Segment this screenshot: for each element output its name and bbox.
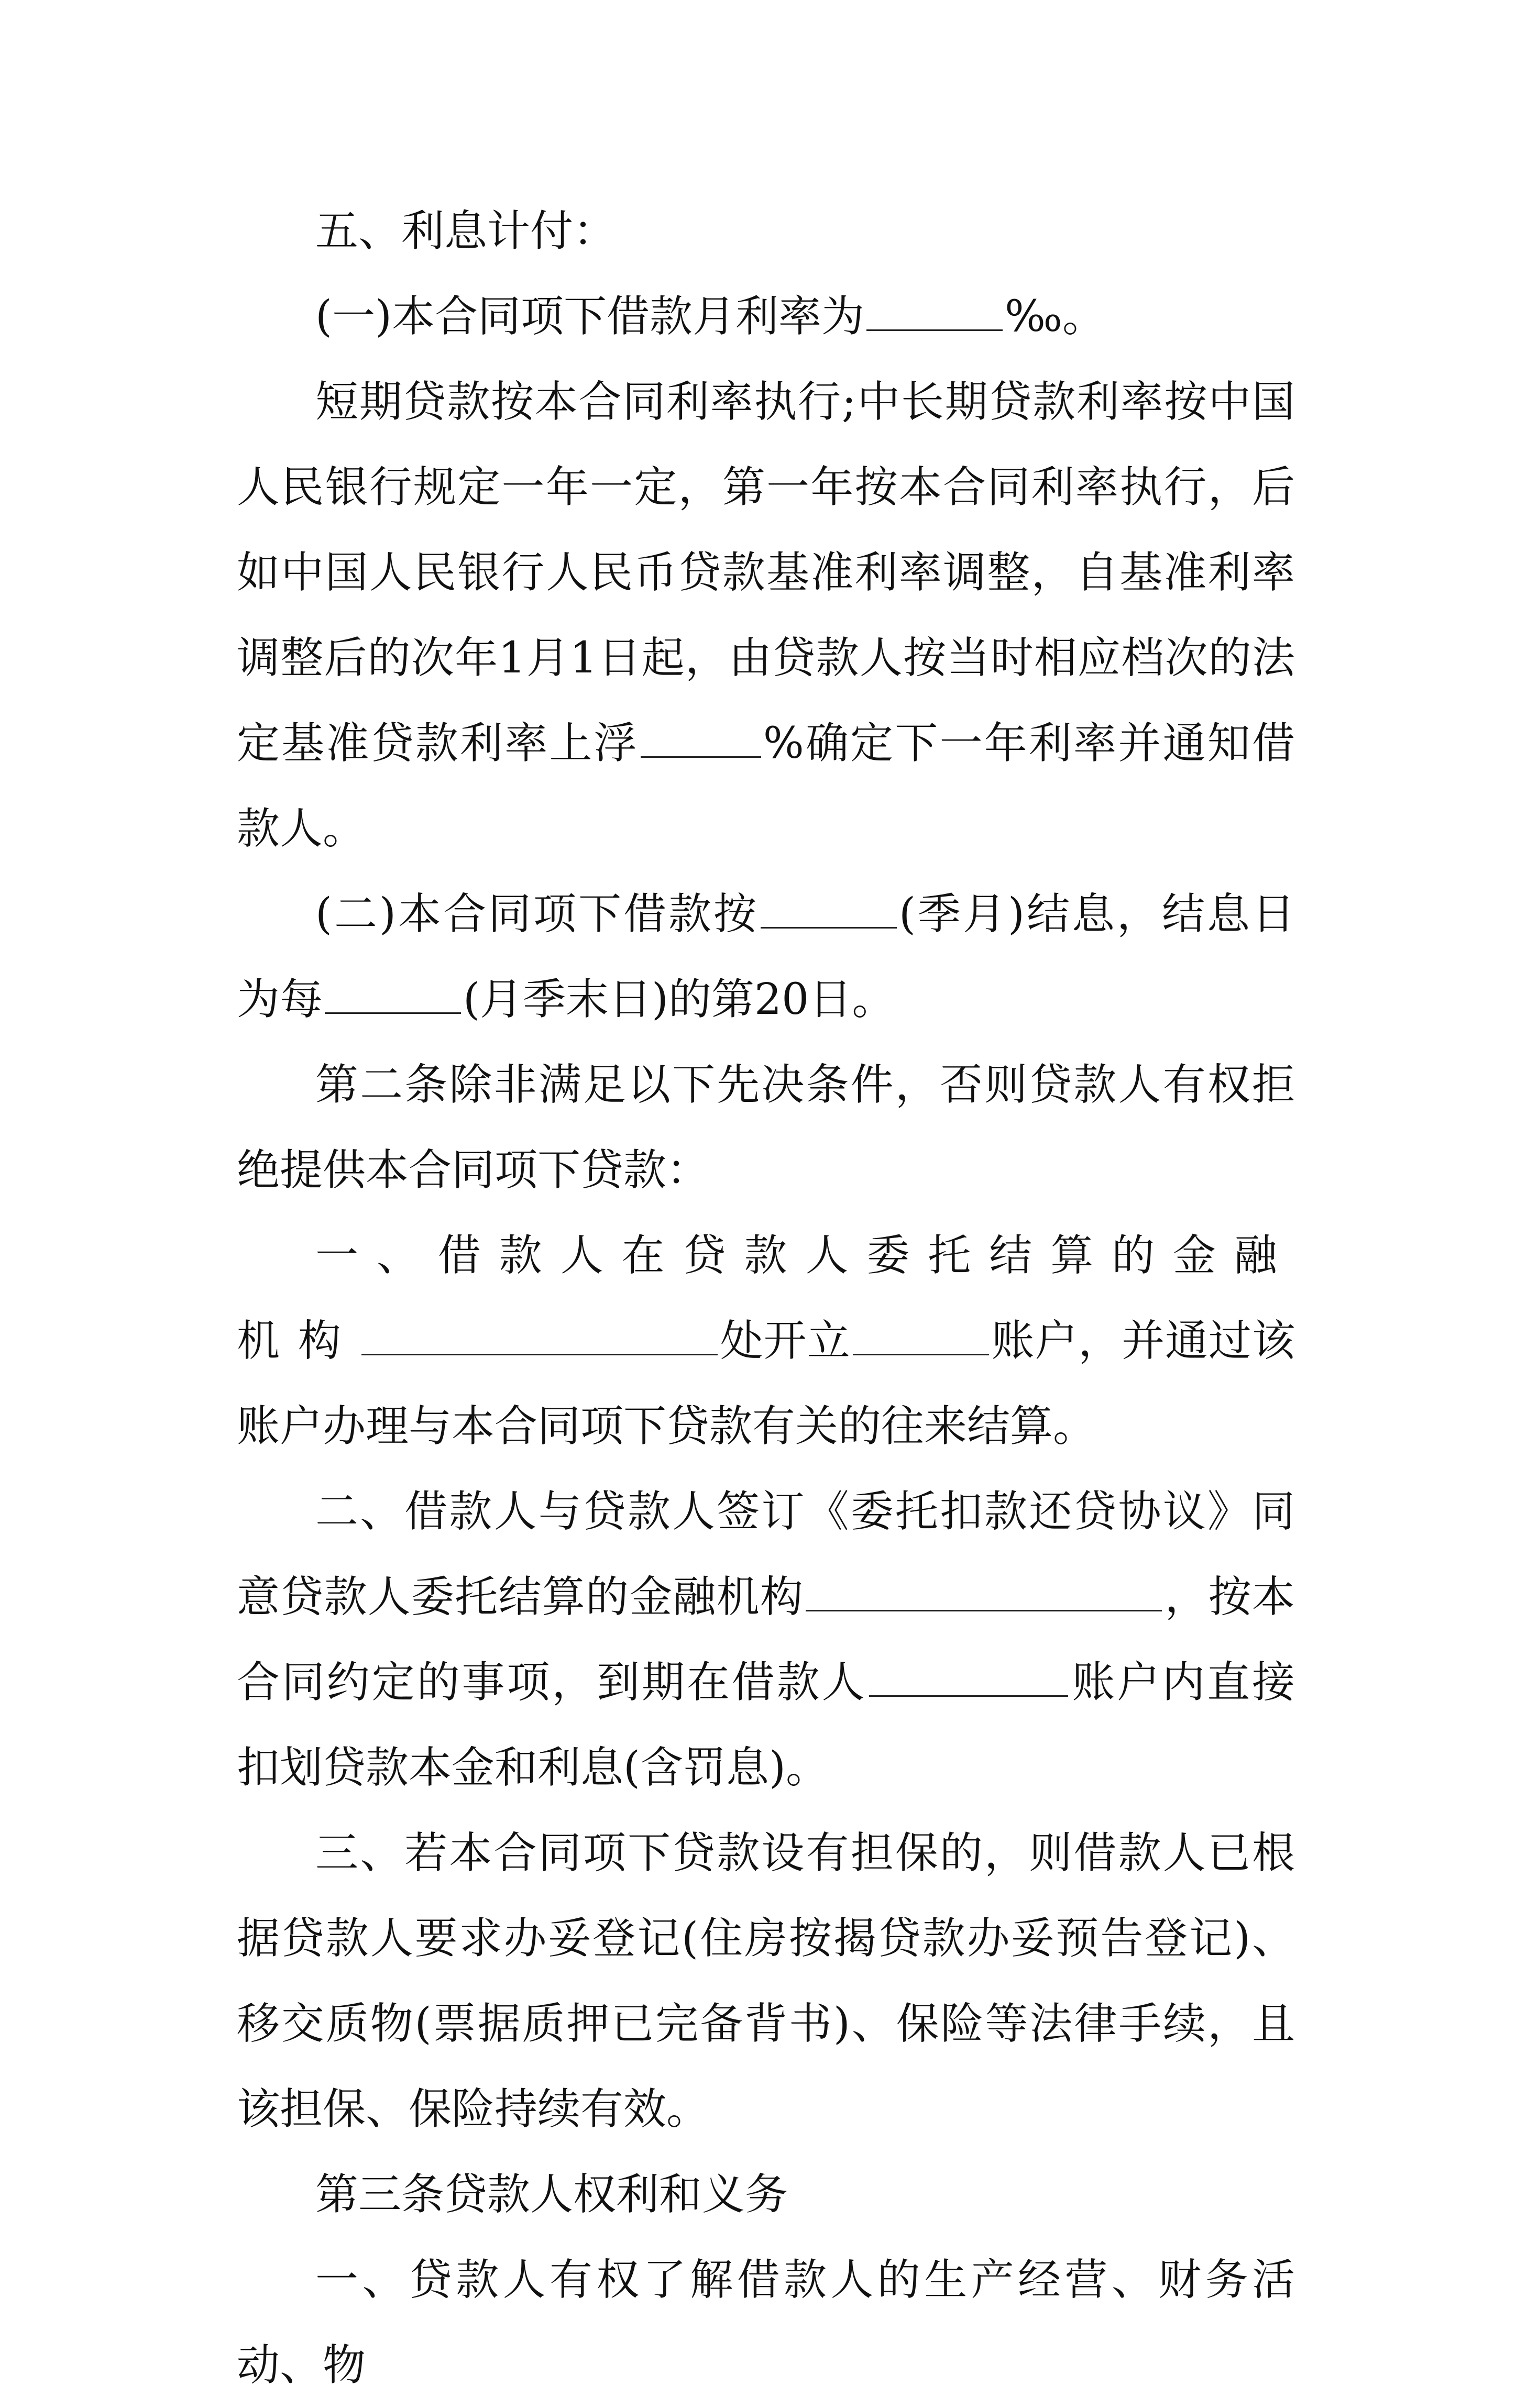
paragraph-condition-3: 三、若本合同项下贷款设有担保的，则借款人已根据贷款人要求办妥登记(住房按揭贷款办妥预告登记)、移交质物(票据质押已完备背书)、保险等法律手续，且该担保、保险持续有效。 — [237, 1828, 1295, 2134]
blank-field — [325, 971, 461, 1014]
paragraph-lender-rights: 一、贷款人有权了解借款人的生产经营、财务活动、物 — [237, 2255, 1295, 2390]
blank-field — [806, 1569, 1162, 1611]
paragraph-rate-rules: 短期贷款按本合同利率执行;中长期贷款利率按中国人民银行规定一年一定，第一年按本合同利率执行，后如中国人民银行人民币贷款基准利率调整，自基准利率调整后的次年1月1日起，由贷款人按当时相应档次的法定基准贷款利率上浮 %确定下一年利率并通知借款人。 — [237, 377, 1295, 854]
blank-field — [361, 1313, 718, 1355]
article-heading-lender: 第三条贷款人权利和义务 — [315, 2170, 788, 2219]
document-page — [237, 189, 1295, 2408]
section-heading-interest: 五、利息计付： — [315, 206, 617, 256]
blank-field — [866, 289, 1003, 331]
paragraph-monthly-rate: (一)本合同项下借款月利率为 ‰。 — [237, 274, 1295, 359]
article-heading-conditions: 第二条除非满足以下先决条件，否则贷款人有权拒绝提供本合同项下贷款： — [237, 1060, 1295, 1195]
paragraph-condition-1: 一、借款人在贷款人委托结算的金融机构 处开立 账户，并通过该账户办理与本合同项下贷款有关的往来结算。 — [237, 1231, 1295, 1451]
blank-field — [761, 886, 897, 929]
paragraph-settlement: (二)本合同项下借款按 (季月)结息，结息日为每 (月季末日)的第20日。 — [237, 871, 1295, 1042]
blank-field — [641, 715, 761, 758]
blank-field — [853, 1313, 989, 1355]
blank-field — [869, 1654, 1068, 1697]
paragraph-condition-2: 二、借款人与贷款人签订《委托扣款还贷协议》同意贷款人委托结算的金融机构 ，按本合同约定的事项，到期在借款人 账户内直接扣划贷款本金和利息(含罚息)。 — [237, 1487, 1295, 1793]
